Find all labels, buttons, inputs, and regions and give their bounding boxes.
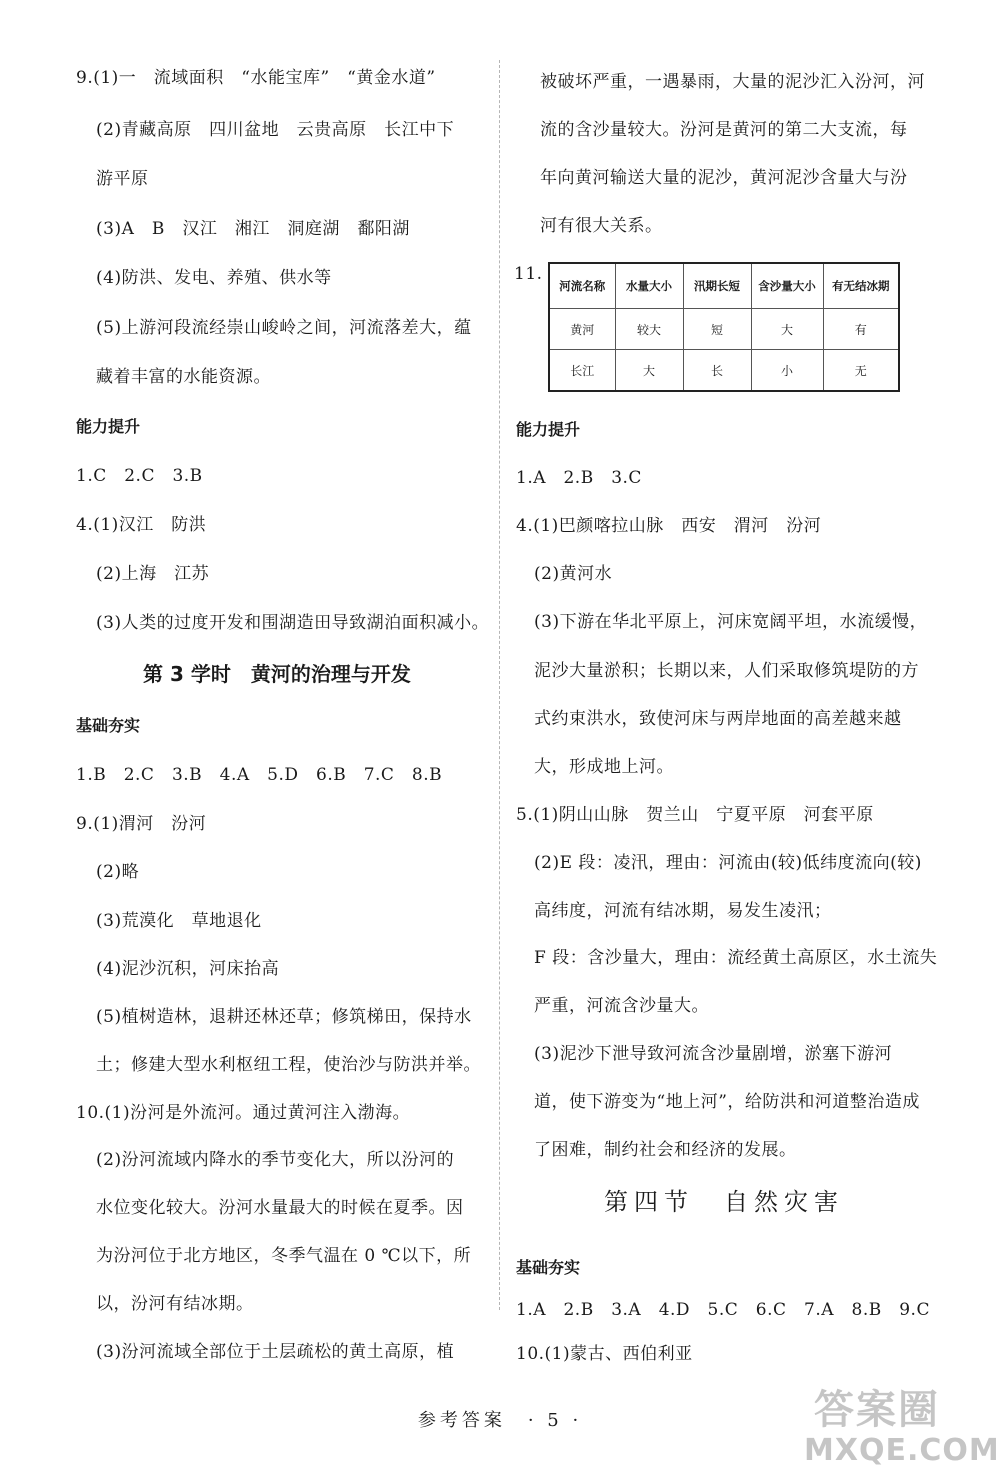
table-cell: 大 <box>615 350 683 392</box>
q9-line-1: 9.(1)一 流域面积 “水能宝库” “黄金水道” <box>76 68 436 88</box>
ability-r-line-2: 4.(1)巴颜喀拉山脉 西安 渭河 汾河 <box>516 516 822 536</box>
q11-number: 11. <box>514 264 543 284</box>
q9-line-7: 藏着丰富的水能资源。 <box>96 367 271 387</box>
table-cell: 长江 <box>549 350 615 392</box>
basic-line-9: (2)汾河流域内降水的季节变化大，所以汾河的 <box>96 1150 455 1170</box>
table-cell: 长 <box>683 350 751 392</box>
ability-r-line-15: 了困难，制约社会和经济的发展。 <box>534 1140 797 1160</box>
watermark-logo <box>804 1378 1000 1468</box>
ability-r-line-6: 式约束洪水，致使河床与两岸地面的高差越来越 <box>534 709 902 729</box>
table-cell: 小 <box>751 350 823 392</box>
basic-r-line-1: 1.A 2.B 3.A 4.D 5.C 6.C 7.A 8.B 9.C <box>516 1300 930 1320</box>
table-row <box>549 350 899 392</box>
basic-line-11: 为汾河位于北方地区，冬季气温在 0 ℃以下，所 <box>96 1246 472 1266</box>
table-cell: 大 <box>751 309 823 350</box>
ability-r-line-9: (2)E 段：凌汛，理由：河流由(较)低纬度流向(较) <box>534 853 922 873</box>
table-cell: 黄河 <box>549 309 615 350</box>
ability-r-line-14: 道，使下游变为“地上河”，给防洪和河道整治造成 <box>534 1092 920 1112</box>
column-divider <box>499 60 500 1310</box>
ability-r-line-5: 泥沙大量淤积；长期以来，人们采取修筑堤防的方 <box>534 661 919 681</box>
q9-line-5: (4)防洪、发电、养殖、供水等 <box>96 268 332 288</box>
basic-line-10: 水位变化较大。汾河水量最大的时候在夏季。因 <box>96 1198 464 1218</box>
ability-line-1: 1.C 2.C 3.B <box>76 466 203 486</box>
header-cell-freeze: 有无结冰期 <box>823 263 899 309</box>
table-header-row <box>549 263 899 309</box>
ability-r-line-7: 大，形成地上河。 <box>534 757 674 777</box>
header-cell-water-volume: 水量大小 <box>615 263 683 309</box>
q9-line-4: (3)A B 汉江 湘江 洞庭湖 鄱阳湖 <box>96 219 410 239</box>
watermark-logo-text: 答案圈 <box>814 1387 940 1433</box>
ability-r-line-1: 1.A 2.B 3.C <box>516 468 642 488</box>
basic-line-6: (5)植树造林，退耕还林还草；修筑梯田，保持水 <box>96 1007 472 1027</box>
ability-r-line-10: 高纬度，河流有结冰期，易发生凌汛； <box>534 901 832 921</box>
river-comparison-table <box>548 262 900 392</box>
section-heading-ability-right: 能力提升 <box>516 420 581 439</box>
q9-line-3: 游平原 <box>96 169 149 189</box>
table-cell: 无 <box>823 350 899 392</box>
ability-r-line-13: (3)泥沙下泄导致河流含沙量剧增，淤塞下游河 <box>534 1044 893 1064</box>
ability-line-2: 4.(1)汉江 防洪 <box>76 515 207 535</box>
header-cell-river-name: 河流名称 <box>549 263 615 309</box>
header-cell-sediment: 含沙量大小 <box>751 263 823 309</box>
basic-line-12: 以，汾河有结冰期。 <box>96 1294 254 1314</box>
basic-line-7: 土；修建大型水利枢纽工程，使治沙与防洪并举。 <box>96 1055 481 1075</box>
watermark-url: MXQE.COM <box>804 1433 1000 1468</box>
table-cell: 短 <box>683 309 751 350</box>
basic-line-3: (2)略 <box>96 862 140 882</box>
section-heading-ability-left: 能力提升 <box>76 417 141 436</box>
basic-line-5: (4)泥沙沉积，河床抬高 <box>96 959 280 979</box>
basic-line-13: (3)汾河流域全部位于土层疏松的黄土高原，植 <box>96 1342 455 1362</box>
chapter-title: 第四节 自然灾害 <box>604 1188 844 1216</box>
section-heading-basic-left: 基础夯实 <box>76 716 141 735</box>
basic-line-4: (3)荒漠化 草地退化 <box>96 911 262 931</box>
basic-line-2: 9.(1)渭河 汾河 <box>76 814 207 834</box>
header-cell-flood-season: 汛期长短 <box>683 263 751 309</box>
cont-line-3: 年向黄河输送大量的泥沙，黄河泥沙含量大与汾 <box>540 168 908 188</box>
table-row <box>549 309 899 350</box>
lesson-title: 第 3 学时 黄河的治理与开发 <box>143 662 411 686</box>
ability-r-line-11: F 段：含沙量大，理由：流经黄土高原区，水土流失 <box>534 948 938 968</box>
cont-line-4: 河有很大关系。 <box>540 216 663 236</box>
basic-line-8: 10.(1)汾河是外流河。通过黄河注入渤海。 <box>76 1103 411 1123</box>
q9-line-6: (5)上游河段流经崇山峻岭之间，河流落差大，蕴 <box>96 318 472 338</box>
cont-line-2: 流的含沙量较大。汾河是黄河的第二大支流，每 <box>540 120 908 140</box>
ability-line-4: (3)人类的过度开发和围湖造田导致湖泊面积减小。 <box>96 613 490 633</box>
ability-r-line-4: (3)下游在华北平原上，河床宽阔平坦，水流缓慢， <box>534 612 928 632</box>
cont-line-1: 被破坏严重，一遇暴雨，大量的泥沙汇入汾河，河 <box>540 72 925 92</box>
table-cell: 有 <box>823 309 899 350</box>
basic-line-1: 1.B 2.C 3.B 4.A 5.D 6.B 7.C 8.B <box>76 765 443 785</box>
ability-line-3: (2)上海 江苏 <box>96 564 210 584</box>
basic-r-line-2: 10.(1)蒙古、西伯利亚 <box>516 1344 693 1364</box>
q9-line-2: (2)青藏高原 四川盆地 云贵高原 长江中下 <box>96 120 455 140</box>
section-heading-basic-right: 基础夯实 <box>516 1258 581 1277</box>
ability-r-line-8: 5.(1)阴山山脉 贺兰山 宁夏平原 河套平原 <box>516 805 874 825</box>
ability-r-line-3: (2)黄河水 <box>534 564 613 584</box>
page-footer: 参考答案 · 5 · <box>417 1410 583 1431</box>
table-cell: 较大 <box>615 309 683 350</box>
ability-r-line-12: 严重，河流含沙量大。 <box>534 996 709 1016</box>
